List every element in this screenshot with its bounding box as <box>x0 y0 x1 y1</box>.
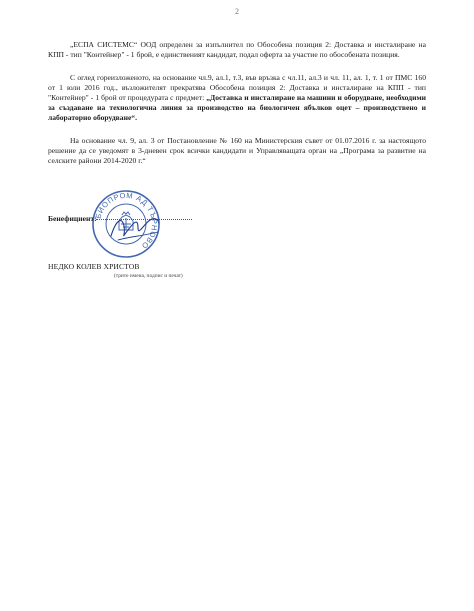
paragraph-contractor-text: „ЕСПА СИСТЕМС“ ООД определен за изпълнител по Обособена позиция 2: Доставка и инсталиране на КПП - тип "Контейнер" - 1 брой, е единственият кандидат, подал оферта за участие по обособената позиция. <box>48 40 426 60</box>
handwritten-signature <box>108 206 162 246</box>
page-number: 2 <box>235 7 239 16</box>
paragraph-notification-text: На основание чл. 9, ал. 3 от Постановление № 160 на Министерския съвет от 01.07.2016 г. за настоящото решение да се уведомят в 3-дневен срок всички кандидати и Управляващата орган на „Програма за развитие на селските райони 2014-2020 г.“ <box>48 136 426 166</box>
paragraph-contractor <box>48 40 426 60</box>
signature-caption: (трите имена, подпис и печат) <box>114 273 183 279</box>
paragraph-termination <box>48 73 426 123</box>
signer-name: НЕДКО КОЛЕВ ХРИСТОВ <box>48 262 140 271</box>
beneficiary-label: Бенефициент: <box>48 214 97 223</box>
paragraph-notification <box>48 136 426 166</box>
procedure-subject: „Доставка и инсталиране на машини и оборудване, необходими за създаване на технологична линия за производство на биологичен ябълков оцет – производствено и лабораторно оборудване“. <box>48 93 426 123</box>
paragraph-termination-text: С оглед гореизложеното, на основание чл.9, ал.1, т.3, във връзка с чл.11, ал.3 и чл. 11, ал. 1, т. 1 от ПМС 160 от 1 юли 2016 год., възложителят прекратява Обособена позиция 2: Доставка и инсталиране на КПП - тип "Контейнер" - 1 брой от процедурата с предмет: <box>48 73 426 103</box>
seal-text: БИОПРОМ АД ТЪРНОВО <box>93 190 160 251</box>
